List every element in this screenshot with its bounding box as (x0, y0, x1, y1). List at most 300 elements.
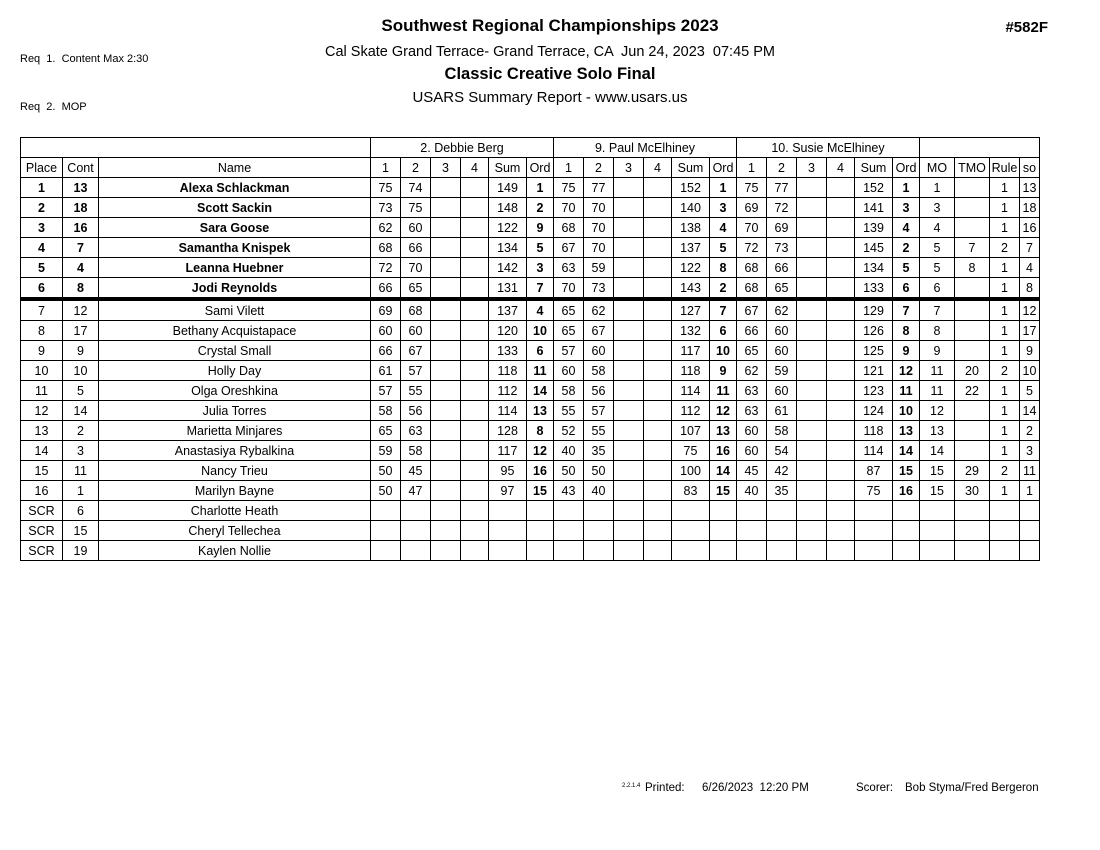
score-cell (797, 501, 827, 521)
score-cell (737, 521, 767, 541)
score-cell: 72 (737, 238, 767, 258)
score-cell (644, 421, 672, 441)
score-cell (797, 421, 827, 441)
score-cell (461, 341, 489, 361)
event-title: Classic Creative Solo Final (444, 65, 656, 83)
score-cell (461, 401, 489, 421)
score-cell: 60 (737, 421, 767, 441)
ord-cell (893, 521, 920, 541)
ord-cell: 12 (527, 441, 554, 461)
sum-cell: 121 (855, 361, 893, 381)
table-row (21, 541, 1040, 561)
tmo-cell (955, 321, 990, 341)
sum-cell: 143 (672, 278, 710, 300)
place-cell: 11 (21, 381, 63, 401)
score-cell (827, 238, 855, 258)
so-cell (1020, 501, 1040, 521)
score-cell: 63 (737, 401, 767, 421)
score-cell (371, 521, 401, 541)
sum-cell: 118 (672, 361, 710, 381)
score-cell (461, 421, 489, 441)
so-cell: 11 (1020, 461, 1040, 481)
score-cell (827, 501, 855, 521)
score-cell (827, 401, 855, 421)
score-cell (797, 381, 827, 401)
score-cell (827, 421, 855, 441)
mo-cell: 7 (920, 299, 955, 321)
table-row (21, 501, 1040, 521)
sum-cell: 142 (489, 258, 527, 278)
score-cell: 74 (401, 178, 431, 198)
score-cell: 62 (737, 361, 767, 381)
ord-cell: 7 (710, 299, 737, 321)
sum-cell: 75 (855, 481, 893, 501)
name-cell: Charlotte Heath (99, 501, 371, 521)
tmo-cell (955, 341, 990, 361)
tmo-cell (955, 521, 990, 541)
sum-cell: 134 (855, 258, 893, 278)
score-cell (371, 501, 401, 521)
tmo-cell: 29 (955, 461, 990, 481)
score-cell (431, 218, 461, 238)
sum-cell (855, 521, 893, 541)
tmo-cell: 22 (955, 381, 990, 401)
score-cell (644, 321, 672, 341)
requirement-line-1: Req 1. Content Max 2:30 (20, 53, 149, 65)
ord-cell: 5 (710, 238, 737, 258)
score-cell (614, 198, 644, 218)
place-cell: SCR (21, 501, 63, 521)
score-cell: 65 (737, 341, 767, 361)
sum-cell: 137 (672, 238, 710, 258)
score-cell (644, 461, 672, 481)
printed-label: Printed: (645, 782, 685, 794)
score-cell (431, 278, 461, 300)
ord-cell: 9 (710, 361, 737, 381)
score-cell: 67 (584, 321, 614, 341)
rule-cell: 1 (990, 381, 1020, 401)
score-cell: 70 (584, 198, 614, 218)
place-cell: 6 (21, 278, 63, 300)
ord-cell: 10 (893, 401, 920, 421)
col-header-1: 1 (371, 158, 401, 178)
so-cell: 5 (1020, 381, 1040, 401)
col-header-tmo: TMO (955, 158, 990, 178)
col-header-sum: Sum (855, 158, 893, 178)
name-cell: Marietta Minjares (99, 421, 371, 441)
score-cell (767, 501, 797, 521)
score-cell: 68 (737, 278, 767, 300)
score-cell: 58 (401, 441, 431, 461)
score-cell (827, 299, 855, 321)
score-cell (827, 218, 855, 238)
judge-header: 10. Susie McElhiney (737, 138, 920, 158)
rule-cell: 1 (990, 258, 1020, 278)
place-cell: 15 (21, 461, 63, 481)
judge-header: 2. Debbie Berg (371, 138, 554, 158)
so-cell: 3 (1020, 441, 1040, 461)
rule-cell (990, 501, 1020, 521)
col-header-4: 4 (461, 158, 489, 178)
sum-cell (489, 521, 527, 541)
score-cell (461, 381, 489, 401)
cont-cell: 13 (63, 178, 99, 198)
sum-cell (672, 521, 710, 541)
so-cell: 17 (1020, 321, 1040, 341)
score-cell (644, 341, 672, 361)
rule-cell: 1 (990, 321, 1020, 341)
name-cell: Bethany Acquistapace (99, 321, 371, 341)
cont-cell: 2 (63, 421, 99, 441)
so-cell (1020, 521, 1040, 541)
rule-cell: 1 (990, 441, 1020, 461)
score-cell (461, 198, 489, 218)
ord-cell: 12 (893, 361, 920, 381)
place-cell: 9 (21, 341, 63, 361)
mo-cell: 6 (920, 278, 955, 300)
ord-cell: 14 (710, 461, 737, 481)
score-cell (461, 299, 489, 321)
ord-cell: 6 (893, 278, 920, 300)
score-cell (461, 521, 489, 541)
rule-cell: 2 (990, 361, 1020, 381)
ord-cell: 15 (710, 481, 737, 501)
score-cell (431, 341, 461, 361)
name-cell: Alexa Schlackman (99, 178, 371, 198)
score-cell (827, 381, 855, 401)
score-cell: 75 (737, 178, 767, 198)
sum-cell: 140 (672, 198, 710, 218)
score-cell (461, 258, 489, 278)
cont-cell: 14 (63, 401, 99, 421)
ord-cell: 2 (527, 198, 554, 218)
score-cell: 50 (554, 461, 584, 481)
score-cell (431, 258, 461, 278)
score-cell (737, 541, 767, 561)
heat-number: #582F (1005, 19, 1048, 36)
sum-cell (489, 541, 527, 561)
sum-cell: 114 (672, 381, 710, 401)
ord-cell: 1 (527, 178, 554, 198)
score-cell (797, 401, 827, 421)
sum-cell: 148 (489, 198, 527, 218)
score-cell (431, 421, 461, 441)
cont-cell: 3 (63, 441, 99, 461)
score-cell: 66 (371, 278, 401, 300)
score-cell: 69 (737, 198, 767, 218)
score-cell: 63 (554, 258, 584, 278)
score-cell (797, 481, 827, 501)
ord-cell: 5 (527, 238, 554, 258)
cont-cell: 18 (63, 198, 99, 218)
score-cell: 60 (767, 321, 797, 341)
tmo-cell (955, 178, 990, 198)
score-cell: 66 (767, 258, 797, 278)
ord-cell: 1 (710, 178, 737, 198)
ord-cell (710, 521, 737, 541)
score-cell (461, 441, 489, 461)
cont-cell: 10 (63, 361, 99, 381)
score-cell (431, 541, 461, 561)
printed-datetime: 6/26/2023 12:20 PM (702, 782, 809, 794)
score-cell (614, 381, 644, 401)
sum-cell: 125 (855, 341, 893, 361)
ord-cell (527, 521, 554, 541)
cont-cell: 11 (63, 461, 99, 481)
sum-cell: 107 (672, 421, 710, 441)
sum-cell: 83 (672, 481, 710, 501)
ord-cell: 7 (893, 299, 920, 321)
cont-cell: 7 (63, 238, 99, 258)
score-cell (644, 278, 672, 300)
score-cell (644, 481, 672, 501)
score-cell: 65 (554, 299, 584, 321)
ord-cell: 7 (527, 278, 554, 300)
ord-cell: 3 (893, 198, 920, 218)
tmo-cell (955, 421, 990, 441)
score-cell: 77 (584, 178, 614, 198)
name-cell: Kaylen Nollie (99, 541, 371, 561)
score-cell: 63 (401, 421, 431, 441)
table-row (21, 238, 1040, 258)
score-cell (827, 321, 855, 341)
page-title: Southwest Regional Championships 2023 (381, 16, 719, 35)
so-cell: 9 (1020, 341, 1040, 361)
mo-cell: 1 (920, 178, 955, 198)
rule-cell: 1 (990, 481, 1020, 501)
ord-cell: 6 (527, 341, 554, 361)
score-cell (431, 178, 461, 198)
score-cell (797, 178, 827, 198)
cont-cell: 12 (63, 299, 99, 321)
rule-cell: 1 (990, 401, 1020, 421)
score-cell: 59 (371, 441, 401, 461)
cont-cell: 6 (63, 501, 99, 521)
score-cell (584, 501, 614, 521)
place-cell: 7 (21, 299, 63, 321)
ord-cell: 15 (527, 481, 554, 501)
name-cell: Crystal Small (99, 341, 371, 361)
so-cell (1020, 541, 1040, 561)
tmo-cell: 8 (955, 258, 990, 278)
mo-cell: 13 (920, 421, 955, 441)
score-cell (797, 258, 827, 278)
sum-cell: 128 (489, 421, 527, 441)
place-cell: 1 (21, 178, 63, 198)
cont-cell: 8 (63, 278, 99, 300)
sum-cell: 118 (489, 361, 527, 381)
rule-cell (990, 541, 1020, 561)
rule-cell: 1 (990, 421, 1020, 441)
score-cell: 35 (584, 441, 614, 461)
score-cell: 60 (554, 361, 584, 381)
table-row (21, 198, 1040, 218)
col-header-3: 3 (614, 158, 644, 178)
score-cell (827, 361, 855, 381)
score-cell (614, 341, 644, 361)
score-cell: 57 (401, 361, 431, 381)
tmo-cell (955, 401, 990, 421)
score-cell: 66 (737, 321, 767, 341)
score-cell (371, 541, 401, 561)
table-row (21, 421, 1040, 441)
score-cell: 67 (401, 341, 431, 361)
score-cell (584, 541, 614, 561)
sum-cell: 149 (489, 178, 527, 198)
tmo-cell (955, 541, 990, 561)
name-cell: Julia Torres (99, 401, 371, 421)
score-cell (431, 321, 461, 341)
tmo-cell: 30 (955, 481, 990, 501)
scorer-label: Scorer: (856, 782, 894, 794)
score-cell (797, 198, 827, 218)
col-header-ord: Ord (893, 158, 920, 178)
score-cell: 69 (371, 299, 401, 321)
score-cell (797, 278, 827, 300)
ord-cell: 16 (710, 441, 737, 461)
col-header-1: 1 (737, 158, 767, 178)
venue-datetime-line: Cal Skate Grand Terrace- Grand Terrace, CA Jun 24, 2023 07:45 PM (324, 44, 775, 60)
score-cell: 42 (767, 461, 797, 481)
score-cell: 60 (737, 441, 767, 461)
score-cell: 45 (737, 461, 767, 481)
so-cell: 1 (1020, 481, 1040, 501)
ord-cell: 9 (893, 341, 920, 361)
score-cell: 69 (767, 218, 797, 238)
score-cell: 43 (554, 481, 584, 501)
report-type-line: USARS Summary Report - www.usars.us (412, 89, 688, 106)
score-cell: 65 (767, 278, 797, 300)
sum-cell: 132 (672, 321, 710, 341)
score-cell: 67 (554, 238, 584, 258)
tmo-cell (955, 218, 990, 238)
score-cell (797, 361, 827, 381)
score-cell: 58 (767, 421, 797, 441)
score-cell: 54 (767, 441, 797, 461)
table-row (21, 299, 1040, 321)
score-cell (461, 501, 489, 521)
ord-cell: 16 (527, 461, 554, 481)
score-cell (431, 401, 461, 421)
score-cell: 35 (767, 481, 797, 501)
sum-cell: 141 (855, 198, 893, 218)
score-cell (614, 258, 644, 278)
name-cell: Olga Oreshkina (99, 381, 371, 401)
sum-cell: 75 (672, 441, 710, 461)
table-row (21, 381, 1040, 401)
score-cell (644, 541, 672, 561)
score-cell (614, 501, 644, 521)
mo-cell: 8 (920, 321, 955, 341)
score-cell: 60 (371, 321, 401, 341)
sum-cell (489, 501, 527, 521)
cont-cell: 9 (63, 341, 99, 361)
score-cell (461, 361, 489, 381)
cont-cell: 19 (63, 541, 99, 561)
score-cell (614, 218, 644, 238)
score-cell: 60 (401, 218, 431, 238)
score-cell: 55 (584, 421, 614, 441)
score-cell: 58 (554, 381, 584, 401)
ord-cell: 3 (710, 198, 737, 218)
score-cell: 70 (584, 238, 614, 258)
score-cell (461, 481, 489, 501)
rule-cell: 2 (990, 461, 1020, 481)
col-header-1: 1 (554, 158, 584, 178)
ord-cell: 11 (527, 361, 554, 381)
score-cell (461, 321, 489, 341)
sum-cell: 112 (489, 381, 527, 401)
so-cell: 10 (1020, 361, 1040, 381)
band-spacer-left (21, 138, 371, 158)
name-cell: Anastasiya Rybalkina (99, 441, 371, 461)
score-cell: 73 (584, 278, 614, 300)
score-cell (797, 341, 827, 361)
col-header-3: 3 (797, 158, 827, 178)
col-header-sum: Sum (489, 158, 527, 178)
score-cell (431, 501, 461, 521)
score-cell (827, 178, 855, 198)
ord-cell: 8 (710, 258, 737, 278)
score-cell: 68 (401, 299, 431, 321)
mo-cell: 11 (920, 361, 955, 381)
score-cell (431, 441, 461, 461)
col-header-3: 3 (431, 158, 461, 178)
table-row (21, 258, 1040, 278)
ord-cell: 2 (710, 278, 737, 300)
band-spacer-right (920, 138, 1040, 158)
col-header-4: 4 (644, 158, 672, 178)
score-cell (644, 501, 672, 521)
col-header-2: 2 (767, 158, 797, 178)
rule-cell: 1 (990, 278, 1020, 300)
mo-cell: 5 (920, 258, 955, 278)
sum-cell (672, 541, 710, 561)
score-cell: 65 (401, 278, 431, 300)
mo-cell: 14 (920, 441, 955, 461)
score-cell: 57 (371, 381, 401, 401)
ord-cell: 9 (527, 218, 554, 238)
ord-cell: 10 (710, 341, 737, 361)
so-cell: 12 (1020, 299, 1040, 321)
ord-cell (527, 541, 554, 561)
score-cell (767, 541, 797, 561)
score-cell (614, 441, 644, 461)
sum-cell: 87 (855, 461, 893, 481)
ord-cell: 4 (527, 299, 554, 321)
place-cell: 12 (21, 401, 63, 421)
col-header-rule: Rule (990, 158, 1020, 178)
score-cell: 65 (371, 421, 401, 441)
sum-cell: 138 (672, 218, 710, 238)
sum-cell: 122 (489, 218, 527, 238)
ord-cell: 13 (893, 421, 920, 441)
scorer-names: Bob Styma/Fred Bergeron (905, 782, 1039, 794)
score-cell: 70 (584, 218, 614, 238)
score-cell (431, 361, 461, 381)
score-cell: 40 (554, 441, 584, 461)
score-cell (797, 461, 827, 481)
col-header-so: so (1020, 158, 1040, 178)
score-cell (461, 178, 489, 198)
ord-cell: 14 (893, 441, 920, 461)
name-cell: Jodi Reynolds (99, 278, 371, 300)
requirement-line-2: Req 2. MOP (20, 101, 87, 113)
sum-cell: 152 (855, 178, 893, 198)
score-cell: 59 (584, 258, 614, 278)
sum-cell: 131 (489, 278, 527, 300)
sum-cell: 122 (672, 258, 710, 278)
